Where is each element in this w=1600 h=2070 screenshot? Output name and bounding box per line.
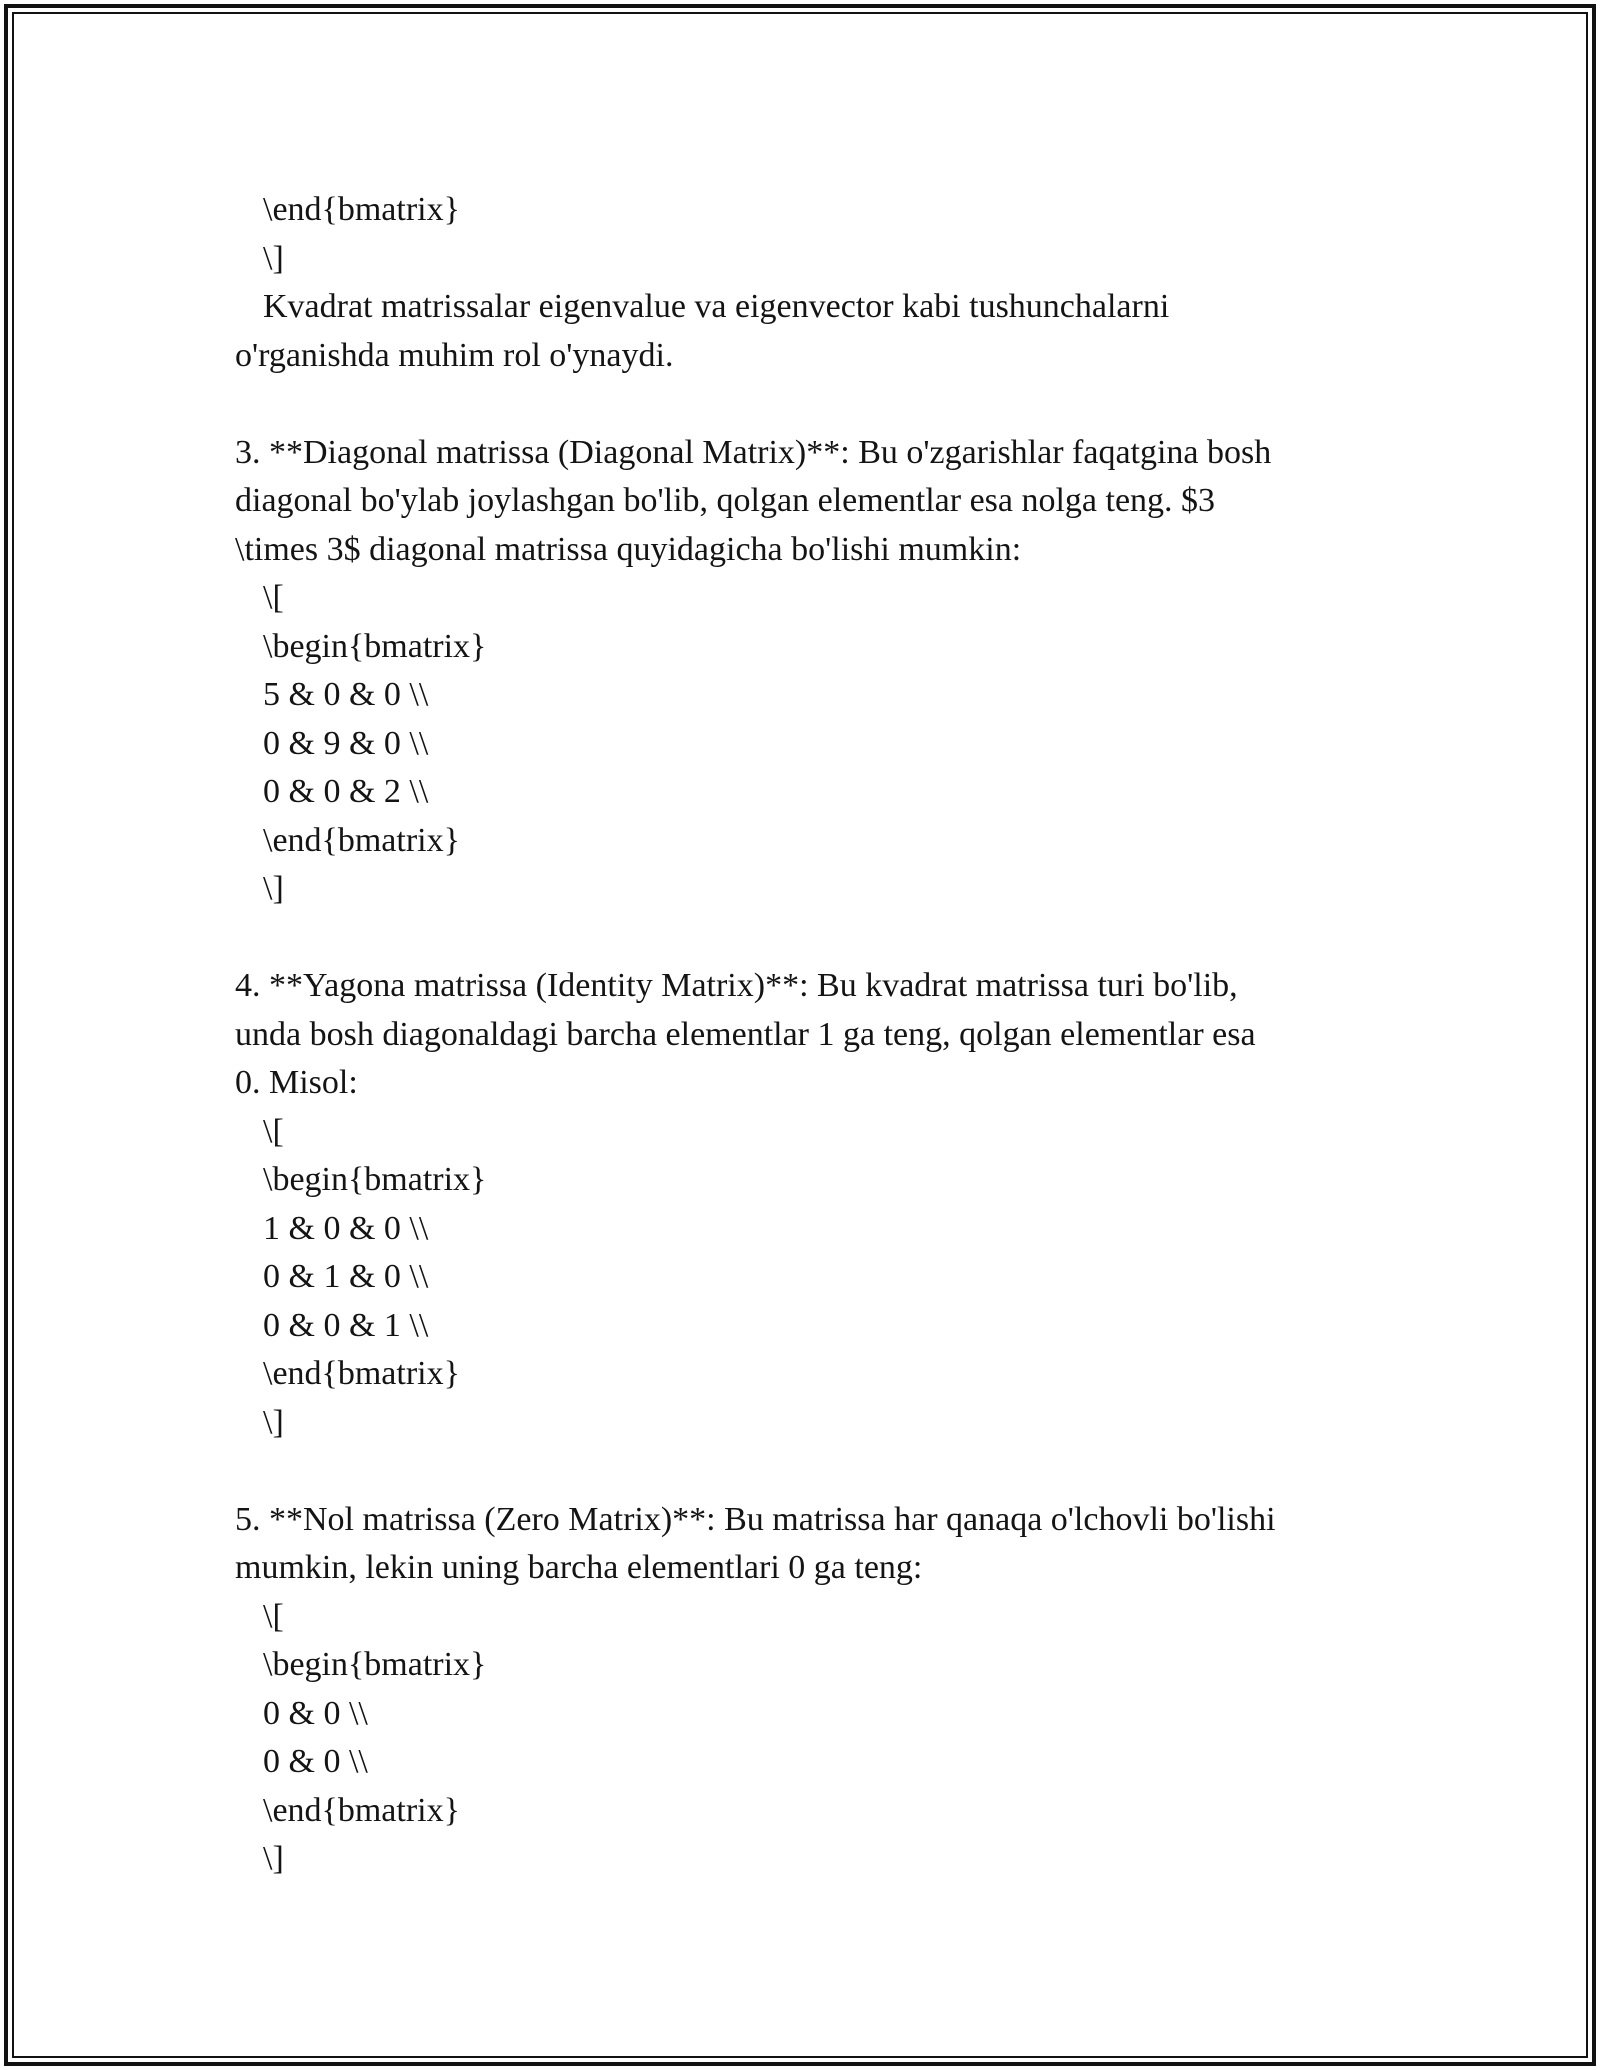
text-line: \] <box>263 239 284 277</box>
matrix-row: 0 & 9 & 0 \\ <box>263 724 429 762</box>
list-item-3-line: \times 3$ diagonal matrissa quyidagicha bo'lishi mumkin: <box>235 530 1022 568</box>
math-line: \] <box>263 870 284 907</box>
matrix-row: 0 & 0 & 1 \\ <box>263 1306 429 1344</box>
math-line: \end{bmatrix} <box>263 1791 460 1829</box>
paragraph-line: Kvadrat matrissalar eigenvalue va eigenvector kabi tushunchalarni <box>263 288 1170 325</box>
blank-line <box>235 914 1375 963</box>
list-item-4-line: 0. Misol: <box>235 1064 358 1101</box>
math-line: \begin{bmatrix} <box>263 627 487 665</box>
matrix-row: 0 & 1 & 0 \\ <box>263 1258 429 1295</box>
list-item-4-line: unda bosh diagonaldagi barcha elementlar 1 ga teng, qolgan elementlar esa <box>235 1015 1256 1053</box>
blank-line <box>235 1447 1375 1496</box>
list-item-5-line: mumkin, lekin uning barcha elementlari 0 ga teng: <box>235 1549 923 1586</box>
math-line: \[ <box>263 579 284 616</box>
matrix-row: 0 & 0 \\ <box>263 1743 368 1780</box>
matrix-row: 0 & 0 & 2 \\ <box>263 773 429 810</box>
list-item-3-line: 3. **Diagonal matrissa (Diagonal Matrix)**: Bu o'zgarishlar faqatgina bosh <box>235 433 1272 471</box>
list-item-5-line: 5. **Nol matrissa (Zero Matrix)**: Bu matrissa har qanaqa o'lchovli bo'lishi <box>235 1500 1276 1538</box>
math-line: \[ <box>263 1112 284 1150</box>
matrix-row: 5 & 0 & 0 \\ <box>263 676 429 713</box>
list-item-3-line: diagonal bo'ylab joylashgan bo'lib, qolgan elementlar esa nolga teng. $3 <box>235 482 1216 519</box>
document-body <box>235 186 1375 1884</box>
list-item-4-line: 4. **Yagona matrissa (Identity Matrix)**: Bu kvadrat matrissa turi bo'lib, <box>235 967 1238 1004</box>
text-line: \end{bmatrix} <box>263 191 460 228</box>
math-line: \begin{bmatrix} <box>263 1646 487 1683</box>
blank-line <box>235 380 1375 429</box>
math-line: \] <box>263 1840 284 1877</box>
math-line: \] <box>263 1403 284 1441</box>
math-line: \end{bmatrix} <box>263 1355 460 1392</box>
math-line: \end{bmatrix} <box>263 821 460 859</box>
matrix-row: 1 & 0 & 0 \\ <box>263 1209 429 1247</box>
math-line: \[ <box>263 1597 284 1635</box>
matrix-row: 0 & 0 \\ <box>263 1694 368 1732</box>
math-line: \begin{bmatrix} <box>263 1161 487 1198</box>
paragraph-line: o'rganishda muhim rol o'ynaydi. <box>235 336 674 374</box>
